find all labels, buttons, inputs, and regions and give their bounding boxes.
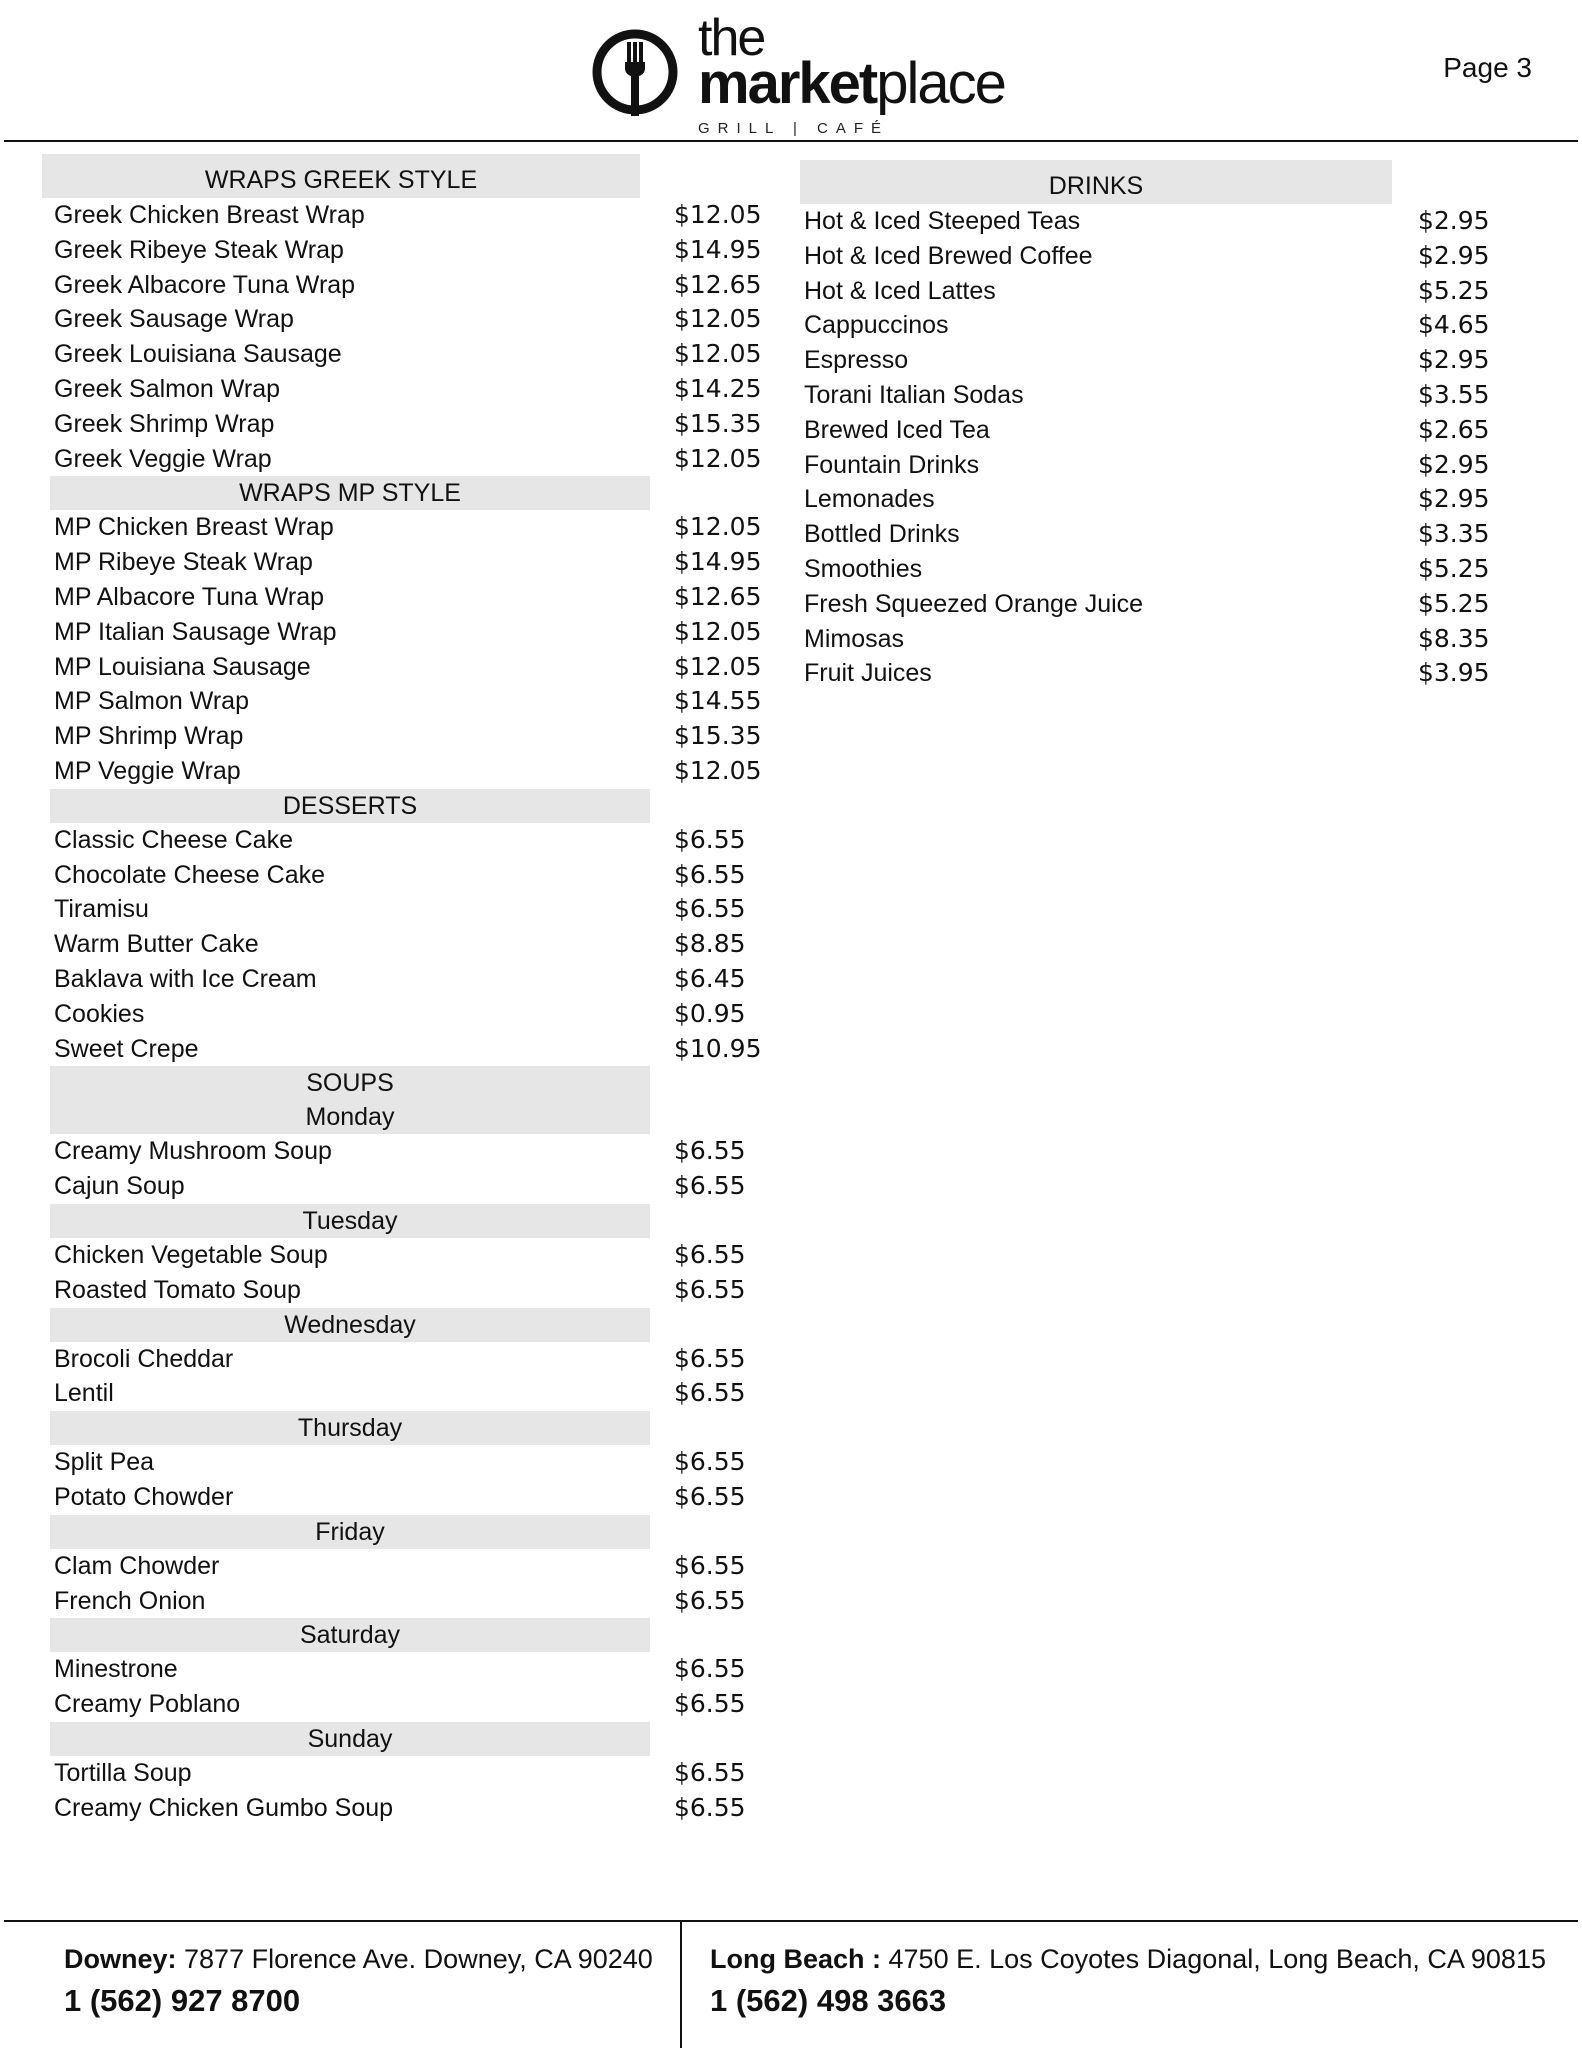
menu-item-name: Warm Butter Cake <box>54 930 259 959</box>
menu-item <box>800 378 1520 413</box>
menu-item-name: Hot & Iced Steeped Teas <box>804 207 1081 235</box>
location-city: Downey: <box>64 1944 177 1974</box>
menu-item <box>42 1134 782 1169</box>
menu-item <box>42 650 782 685</box>
menu-item <box>42 580 782 615</box>
menu-item <box>800 552 1520 587</box>
section-heading-drinks: DRINKS <box>800 160 1392 204</box>
location-long-beach <box>710 1944 1546 2019</box>
menu-item-price: $4.65 <box>1418 310 1490 340</box>
menu-item-name: MP Louisiana Sausage <box>54 652 311 681</box>
menu-item <box>42 337 782 372</box>
menu-item-price: $12.05 <box>674 651 762 681</box>
menu-item-price: $6.55 <box>674 1689 746 1719</box>
menu-item-name: Greek Louisiana Sausage <box>54 340 342 369</box>
menu-item-name: Espresso <box>804 346 909 375</box>
menu-item-name: French Onion <box>54 1586 206 1615</box>
menu-item-price: $12.05 <box>674 755 762 785</box>
logo-wordmark <box>698 51 1005 116</box>
section-heading-saturday: Saturday <box>50 1618 650 1652</box>
menu-item-price: $12.65 <box>674 581 762 611</box>
menu-item-price: $6.55 <box>674 1585 746 1615</box>
section-heading-wraps-greek-style: WRAPS GREEK STYLE <box>42 154 640 198</box>
menu-item-price: $15.35 <box>674 408 762 438</box>
menu-item-name: Clam Chowder <box>54 1551 220 1580</box>
menu-item-price: $6.45 <box>674 963 746 993</box>
menu-item-name: Baklava with Ice Cream <box>54 964 317 993</box>
location-address: 7877 Florence Ave. Downey, CA 90240 <box>176 1944 653 1974</box>
menu-item-price: $6.55 <box>674 859 746 889</box>
menu-item-name: Roasted Tomato Soup <box>54 1275 301 1304</box>
menu-item-price: $5.25 <box>1418 588 1490 618</box>
menu-item-price: $12.05 <box>674 339 762 369</box>
menu-item-name: Fruit Juices <box>804 659 932 688</box>
right-menu-column <box>800 160 1520 691</box>
menu-item <box>800 413 1520 448</box>
menu-item <box>42 1549 782 1584</box>
menu-item-price: $3.55 <box>1418 379 1490 409</box>
menu-item-name: Classic Cheese Cake <box>54 825 293 854</box>
menu-item <box>800 656 1520 691</box>
menu-item-name: Lemonades <box>804 485 935 514</box>
menu-item-price: $5.25 <box>1418 275 1490 305</box>
menu-item <box>42 719 782 754</box>
menu-item <box>42 858 782 893</box>
menu-item <box>42 1756 782 1791</box>
menu-item-price: $6.55 <box>674 1274 746 1304</box>
menu-item <box>800 274 1520 309</box>
menu-item-name: Chicken Vegetable Soup <box>54 1240 328 1269</box>
menu-item <box>42 962 782 997</box>
menu-item <box>42 510 782 545</box>
menu-item <box>800 204 1520 239</box>
menu-item-name: MP Ribeye Steak Wrap <box>54 548 313 577</box>
menu-item-name: Minestrone <box>54 1655 178 1684</box>
menu-item <box>42 233 782 268</box>
menu-item-price: $6.55 <box>674 1481 746 1511</box>
menu-item <box>800 622 1520 657</box>
menu-item <box>42 545 782 580</box>
section-heading-desserts: DESSERTS <box>50 789 650 823</box>
menu-item-name: Brocoli Cheddar <box>54 1344 234 1373</box>
menu-item-price: $6.55 <box>674 1447 746 1477</box>
menu-item-name: MP Chicken Breast Wrap <box>54 513 334 542</box>
menu-item <box>42 1687 782 1722</box>
menu-item-price: $6.55 <box>674 1136 746 1166</box>
menu-item <box>800 308 1520 343</box>
fork-logo-icon <box>590 22 680 122</box>
menu-item-price: $6.55 <box>674 1654 746 1684</box>
menu-item <box>800 448 1520 483</box>
menu-item-name: Fountain Drinks <box>804 450 980 479</box>
menu-item-name: Creamy Chicken Gumbo Soup <box>54 1793 394 1822</box>
menu-item-name: Cookies <box>54 999 145 1028</box>
menu-item-price: $2.95 <box>1418 345 1490 375</box>
menu-item-name: Smoothies <box>804 554 923 583</box>
location-downey <box>64 1944 653 2019</box>
menu-item <box>42 268 782 303</box>
logo-tagline: GRILL | CAFÉ <box>698 120 890 137</box>
menu-item-price: $14.95 <box>674 547 762 577</box>
section-heading-thursday: Thursday <box>50 1411 650 1445</box>
menu-item <box>800 587 1520 622</box>
menu-item-name: Greek Sausage Wrap <box>54 305 294 334</box>
menu-item-price: $12.05 <box>674 616 762 646</box>
menu-item-name: MP Veggie Wrap <box>54 756 241 785</box>
menu-item <box>42 927 782 962</box>
menu-item-price: $2.95 <box>1418 206 1490 235</box>
menu-item-name: Torani Italian Sodas <box>804 380 1024 409</box>
menu-item <box>42 1376 782 1411</box>
menu-item-price: $5.25 <box>1418 553 1490 583</box>
menu-item-price: $12.65 <box>674 269 762 299</box>
menu-item-price: $6.55 <box>674 1757 746 1787</box>
section-heading-monday: Monday <box>50 1100 650 1134</box>
menu-item-price: $12.05 <box>674 304 762 334</box>
menu-item <box>42 1032 782 1067</box>
footer-vertical-divider <box>680 1922 682 2048</box>
menu-item-price: $2.95 <box>1418 484 1490 514</box>
menu-item <box>42 1238 782 1273</box>
location-phone: 1 (562) 498 3663 <box>710 1983 947 2018</box>
page-number: Page 3 <box>1443 52 1532 83</box>
logo-the-text: the <box>698 9 765 67</box>
menu-item <box>42 1652 782 1687</box>
menu-item-name: Greek Shrimp Wrap <box>54 409 275 438</box>
menu-item <box>42 302 782 337</box>
logo-place-text: place <box>876 51 1005 116</box>
menu-item <box>800 239 1520 274</box>
menu-item-name: Tortilla Soup <box>54 1758 192 1787</box>
menu-item-name: Greek Chicken Breast Wrap <box>54 201 365 229</box>
menu-item-name: Creamy Mushroom Soup <box>54 1137 332 1166</box>
menu-item-price: $12.05 <box>674 200 762 229</box>
section-heading-wraps-mp-style: WRAPS MP STYLE <box>50 476 650 510</box>
menu-item-name: Greek Albacore Tuna Wrap <box>54 270 356 299</box>
menu-item-price: $0.95 <box>674 998 746 1028</box>
section-heading-friday: Friday <box>50 1515 650 1549</box>
menu-item-price: $14.95 <box>674 234 762 264</box>
menu-item-name: Mimosas <box>804 624 905 653</box>
menu-item <box>800 343 1520 378</box>
menu-item-name: Tiramisu <box>54 895 149 924</box>
menu-item-name: Bottled Drinks <box>804 520 960 549</box>
menu-item-name: Creamy Poblano <box>54 1690 241 1719</box>
menu-item-name: MP Albacore Tuna Wrap <box>54 582 325 611</box>
section-heading-tuesday: Tuesday <box>50 1204 650 1238</box>
menu-item <box>42 1273 782 1308</box>
menu-item-name: Hot & Iced Lattes <box>804 276 996 305</box>
left-menu-column <box>42 154 782 1825</box>
menu-item-price: $6.55 <box>674 1171 746 1201</box>
section-heading-soups: SOUPS <box>50 1066 650 1100</box>
menu-item-price: $6.55 <box>674 1239 746 1269</box>
menu-item-price: $6.55 <box>674 1550 746 1580</box>
menu-item-price: $14.55 <box>674 686 762 716</box>
menu-item-name: MP Salmon Wrap <box>54 687 249 716</box>
menu-item-price: $2.95 <box>1418 449 1490 479</box>
menu-item-name: Split Pea <box>54 1448 155 1477</box>
marketplace-logo <box>590 9 1010 137</box>
menu-item <box>42 615 782 650</box>
menu-item <box>42 1584 782 1619</box>
menu-item <box>42 823 782 858</box>
menu-item-price: $6.55 <box>674 824 746 854</box>
menu-item <box>42 1480 782 1515</box>
menu-item-price: $6.55 <box>674 894 746 924</box>
menu-item-price: $12.05 <box>674 512 762 542</box>
menu-item-price: $2.65 <box>1418 414 1490 444</box>
menu-item <box>42 1342 782 1377</box>
menu-item-price: $6.55 <box>674 1792 746 1822</box>
menu-item <box>800 517 1520 552</box>
menu-item <box>42 372 782 407</box>
menu-item-name: MP Shrimp Wrap <box>54 722 244 751</box>
menu-item-name: Cappuccinos <box>804 311 949 340</box>
menu-item-name: Hot & Iced Brewed Coffee <box>804 241 1093 270</box>
header-divider <box>4 140 1578 142</box>
menu-item-price: $6.55 <box>674 1378 746 1408</box>
menu-item <box>42 754 782 789</box>
menu-item-name: Brewed Iced Tea <box>804 415 990 444</box>
location-city: Long Beach : <box>710 1944 882 1974</box>
section-heading-wednesday: Wednesday <box>50 1308 650 1342</box>
menu-item <box>800 482 1520 517</box>
location-phone: 1 (562) 927 8700 <box>64 1983 301 2018</box>
menu-item <box>42 684 782 719</box>
menu-item-price: $8.35 <box>1418 623 1490 653</box>
menu-item-name: Greek Ribeye Steak Wrap <box>54 235 344 264</box>
menu-item-price: $3.35 <box>1418 519 1490 549</box>
menu-item-price: $8.85 <box>674 929 746 959</box>
menu-item-price: $14.25 <box>674 373 762 403</box>
section-heading-sunday: Sunday <box>50 1722 650 1756</box>
menu-item-name: Greek Salmon Wrap <box>54 374 281 403</box>
menu-item-name: Lentil <box>54 1379 114 1408</box>
menu-item <box>42 997 782 1032</box>
menu-item-name: Sweet Crepe <box>54 1034 199 1063</box>
menu-item-name: Potato Chowder <box>54 1482 234 1511</box>
menu-item-price: $2.95 <box>1418 240 1490 270</box>
location-address: 4750 E. Los Coyotes Diagonal, Long Beach, CA 90815 <box>881 1944 1546 1974</box>
menu-item-name: MP Italian Sausage Wrap <box>54 617 337 646</box>
menu-item-price: $3.95 <box>1418 658 1490 688</box>
menu-item <box>42 892 782 927</box>
menu-item <box>42 1169 782 1204</box>
menu-item-name: Greek Veggie Wrap <box>54 444 272 473</box>
page-header <box>0 0 1582 142</box>
menu-item <box>42 1445 782 1480</box>
menu-item <box>42 198 782 233</box>
menu-item-price: $12.05 <box>674 443 762 473</box>
menu-item <box>42 1791 782 1826</box>
menu-item-price: $6.55 <box>674 1343 746 1373</box>
menu-item <box>42 442 782 477</box>
menu-item-name: Fresh Squeezed Orange Juice <box>804 589 1144 618</box>
logo-market-text: market <box>698 51 877 116</box>
menu-item-name: Chocolate Cheese Cake <box>54 860 325 889</box>
menu-item-price: $10.95 <box>674 1033 762 1063</box>
menu-item-name: Cajun Soup <box>54 1172 185 1201</box>
menu-item-price: $15.35 <box>674 721 762 751</box>
menu-item <box>42 407 782 442</box>
footer-divider <box>4 1920 1578 1922</box>
